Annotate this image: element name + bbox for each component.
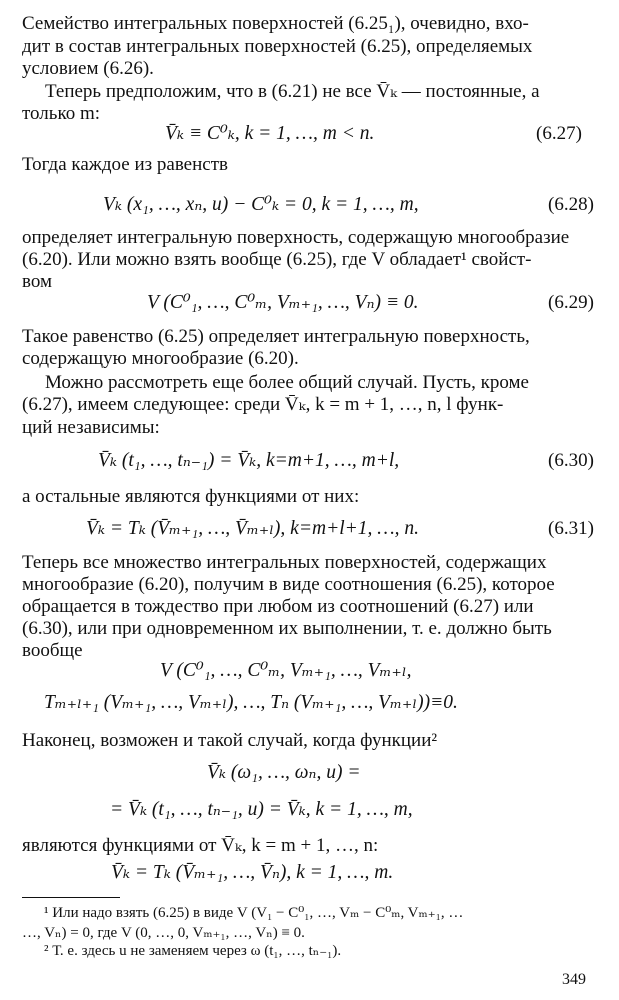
- text-line: Можно рассмотреть еще более общий случай. Пусть, кроме: [45, 372, 529, 393]
- footnote-divider: [22, 897, 120, 898]
- footnote: ² Т. е. здесь u не заменяем через ω (t₁, …, tₙ₋₁).: [44, 943, 342, 959]
- equation: V̄ₖ (ω₁, …, ωₙ, u) =: [207, 762, 361, 783]
- footnote: …, Vₙ) = 0, где V (0, …, 0, Vₘ₊₁, …, Vₙ) ≡ 0.: [22, 925, 305, 941]
- text-line: условием (6.26).: [22, 58, 154, 79]
- page-number: 349: [562, 971, 586, 988]
- text-line: (6.30), или при одновременном их выполнении, т. е. должно быть: [22, 618, 552, 639]
- text-line: вом: [22, 271, 53, 292]
- text-line: вообще: [22, 640, 83, 661]
- text-line: Наконец, возможен и такой случай, когда функции²: [22, 730, 438, 751]
- text-line: Семейство интегральных поверхностей (6.25₁), очевидно, вхо-: [22, 13, 529, 34]
- text-line: Такое равенство (6.25) определяет интегральную поверхность,: [22, 326, 530, 347]
- text-line: обращается в тождество при любом из соотношений (6.27) или: [22, 596, 534, 617]
- text-line: содержащую многообразие (6.20).: [22, 348, 299, 369]
- equation: V̄ₖ (t₁, …, tₙ₋₁) = V̄ₖ, k=m+1, …, m+l,: [98, 450, 400, 471]
- text-line: определяет интегральную поверхность, содержащую многообразие: [22, 227, 570, 248]
- equation: V̄ₖ = Tₖ (V̄ₘ₊₁, …, V̄ₘ₊ₗ), k=m+l+1, …, n.: [86, 518, 420, 539]
- text-line: (6.20). Или можно взять вообще (6.25), где V обладает¹ свойст-: [22, 249, 532, 270]
- equation-number: (6.31): [548, 518, 594, 539]
- text-line: только m:: [22, 103, 101, 124]
- equation-number: (6.28): [548, 194, 594, 215]
- footnote: ¹ Или надо взять (6.25) в виде V (V₁ − C⁰₁, …, Vₘ − C⁰ₘ, Vₘ₊₁, …: [44, 905, 464, 921]
- equation: Vₖ (x₁, …, xₙ, u) − C⁰ₖ = 0, k = 1, …, m,: [103, 194, 419, 215]
- equation: Tₘ₊ₗ₊₁ (Vₘ₊₁, …, Vₘ₊ₗ), …, Tₙ (Vₘ₊₁, …, Vₘ₊ₗ))≡0.: [44, 692, 458, 713]
- text-line: Тогда каждое из равенств: [22, 154, 228, 175]
- text-line: ций независимы:: [22, 417, 160, 438]
- equation-number: (6.27): [536, 123, 582, 144]
- text-line: Теперь все множество интегральных поверхностей, содержащих: [22, 552, 547, 573]
- equation: V (C⁰₁, …, C⁰ₘ, Vₘ₊₁, …, Vₙ) ≡ 0.: [147, 292, 419, 313]
- text-line: являются функциями от V̄ₖ, k = m + 1, …, n:: [22, 835, 379, 856]
- equation: V (C⁰₁, …, C⁰ₘ, Vₘ₊₁, …, Vₘ₊ₗ,: [160, 660, 412, 681]
- text-line: Теперь предположим, что в (6.21) не все V̄ₖ — постоянные, а: [45, 81, 540, 102]
- equation: V̄ₖ ≡ C⁰ₖ, k = 1, …, m < n.: [165, 123, 375, 144]
- equation-number: (6.29): [548, 292, 594, 313]
- text-line: дит в состав интегральных поверхностей (6.25), определяемых: [22, 36, 533, 57]
- equation-number: (6.30): [548, 450, 594, 471]
- text-line: многообразие (6.20), получим в виде соотношения (6.25), которое: [22, 574, 555, 595]
- text-line: (6.27), имеем следующее: среди V̄ₖ, k = m + 1, …, n, l функ-: [22, 394, 504, 415]
- text-line: а остальные являются функциями от них:: [22, 486, 360, 507]
- equation: V̄ₖ = Tₖ (V̄ₘ₊₁, …, V̄ₙ), k = 1, …, m.: [111, 862, 394, 883]
- equation: = V̄ₖ (t₁, …, tₙ₋₁, u) = V̄ₖ, k = 1, …, m,: [110, 799, 413, 820]
